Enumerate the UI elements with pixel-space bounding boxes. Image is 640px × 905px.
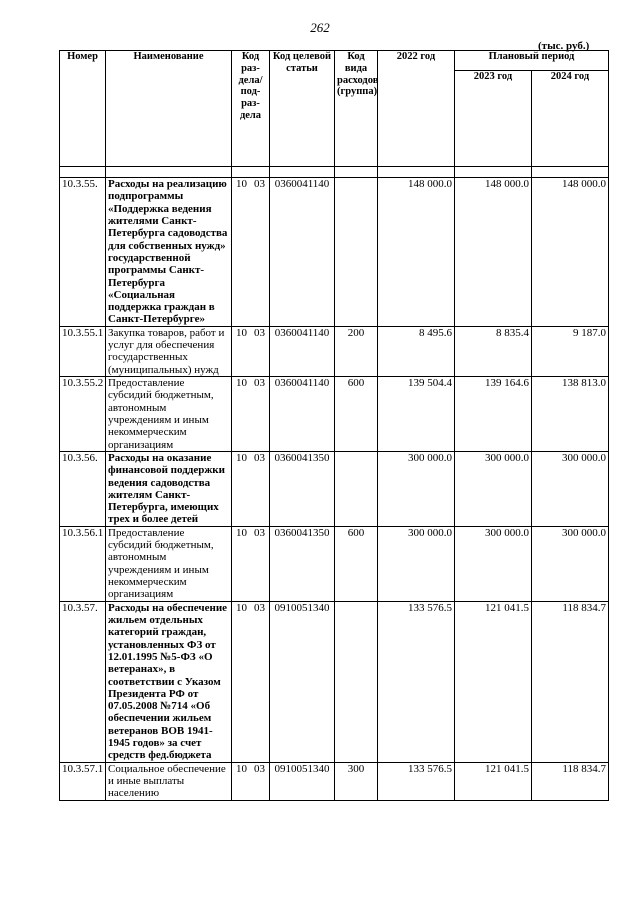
subsection-code: 03 [254, 601, 265, 614]
cell-target: 0360041140 [270, 377, 335, 452]
header-2024: 2024 год [532, 71, 609, 167]
cell-expense-type: 600 [335, 526, 378, 601]
cell-number: 10.3.56. [60, 451, 106, 526]
cell-2022: 300 000.0 [378, 451, 455, 526]
cell-number: 10.3.57.1 [60, 762, 106, 800]
header-spacer-row [60, 167, 609, 178]
cell-section [232, 178, 270, 327]
cell-expense-type [335, 601, 378, 762]
cell-name: Закупка товаров, работ и услуг для обеспечения государственных (муниципальных) нужд [106, 326, 232, 376]
cell-target: 0910051340 [270, 601, 335, 762]
subsection-code: 03 [254, 526, 265, 539]
cell-expense-type [335, 178, 378, 327]
cell-number: 10.3.56.1 [60, 526, 106, 601]
section-code: 10 [236, 762, 247, 775]
header-number: Номер [60, 51, 106, 167]
cell-2023: 139 164.6 [455, 377, 532, 452]
section-code: 10 [236, 526, 247, 539]
cell-2023: 300 000.0 [455, 526, 532, 601]
cell-2024: 148 000.0 [532, 178, 609, 327]
cell-2024: 138 813.0 [532, 377, 609, 452]
cell-expense-type [335, 451, 378, 526]
units-label: (тыс. руб.) [538, 40, 590, 52]
section-code: 10 [236, 326, 247, 339]
cell-2022: 8 495.6 [378, 326, 455, 376]
cell-expense-type: 600 [335, 377, 378, 452]
header-name: Наименование [106, 51, 232, 167]
cell-section [232, 526, 270, 601]
cell-name: Расходы на обеспечение жильем отдельных категорий граждан, установленных ФЗ от 12.01.1995 №5-ФЗ «О ветеранах», в соответствии с Указом Президента РФ от 07.05.2008 №714 «Об обеспечении жильем ветеранов ВОВ 1941-1945 годов» за счет средств фед.бюджета [106, 601, 232, 762]
cell-2023: 121 041.5 [455, 762, 532, 800]
table-row [60, 451, 609, 526]
cell-target: 0360041140 [270, 178, 335, 327]
cell-2022: 133 576.5 [378, 601, 455, 762]
cell-2022: 139 504.4 [378, 377, 455, 452]
header-target: Код целевой статьи [270, 51, 335, 167]
cell-number: 10.3.55.2 [60, 377, 106, 452]
header-2023: 2023 год [455, 71, 532, 167]
subsection-code: 03 [254, 377, 265, 389]
cell-expense-type: 300 [335, 762, 378, 800]
page-number: 262 [310, 20, 330, 35]
cell-2024: 118 834.7 [532, 601, 609, 762]
table-row [60, 601, 609, 762]
table-row [60, 377, 609, 452]
table-row [60, 178, 609, 327]
cell-2022: 300 000.0 [378, 526, 455, 601]
subsection-code: 03 [254, 762, 265, 775]
cell-target: 0360041140 [270, 326, 335, 376]
cell-2024: 300 000.0 [532, 451, 609, 526]
cell-target: 0360041350 [270, 451, 335, 526]
cell-name: Социальное обеспечение и иные выплаты населению [106, 762, 232, 800]
cell-expense-type: 200 [335, 326, 378, 376]
header-section: Код раз-дела/ под-раз-дела [232, 51, 270, 167]
cell-2023: 8 835.4 [455, 326, 532, 376]
subsection-code: 03 [254, 326, 265, 339]
subsection-code: 03 [254, 451, 265, 464]
cell-target: 0910051340 [270, 762, 335, 800]
section-code: 10 [236, 377, 247, 389]
section-code: 10 [236, 601, 247, 614]
table-body [60, 167, 609, 801]
table-row [60, 326, 609, 376]
cell-target: 0360041350 [270, 526, 335, 601]
budget-table [59, 50, 609, 801]
cell-2024: 118 834.7 [532, 762, 609, 800]
header-2022: 2022 год [378, 51, 455, 167]
cell-2023: 121 041.5 [455, 601, 532, 762]
section-code: 10 [236, 178, 247, 190]
table-header [60, 51, 609, 167]
table-row [60, 762, 609, 800]
subsection-code: 03 [254, 178, 265, 190]
cell-section [232, 326, 270, 376]
table-row [60, 526, 609, 601]
header-expense-type: Код вида расходов (группа) [335, 51, 378, 167]
cell-2022: 148 000.0 [378, 178, 455, 327]
cell-2024: 300 000.0 [532, 526, 609, 601]
cell-2023: 148 000.0 [455, 178, 532, 327]
cell-section [232, 377, 270, 452]
cell-section [232, 762, 270, 800]
cell-2024: 9 187.0 [532, 326, 609, 376]
header-planned-period: Плановый период [455, 51, 609, 71]
cell-name: Расходы на оказание финансовой поддержки ведения садоводства жителям Санкт-Петербурга, имеющих трех и более детей [106, 451, 232, 526]
cell-section [232, 601, 270, 762]
cell-number: 10.3.57. [60, 601, 106, 762]
cell-name: Предоставление субсидий бюджетным, автономным учреждениям и иным некоммерческим организациям [106, 377, 232, 452]
cell-2022: 133 576.5 [378, 762, 455, 800]
section-code: 10 [236, 451, 247, 464]
cell-name: Расходы на реализацию подпрограммы «Поддержка ведения жителями Санкт-Петербурга садоводства для собственных нужд» государственной программы Санкт-Петербурга «Социальная поддержка граждан в Санкт-Петербурге» [106, 178, 232, 327]
cell-number: 10.3.55.1 [60, 326, 106, 376]
cell-name: Предоставление субсидий бюджетным, автономным учреждениям и иным некоммерческим организациям [106, 526, 232, 601]
cell-number: 10.3.55. [60, 178, 106, 327]
cell-2023: 300 000.0 [455, 451, 532, 526]
cell-section [232, 451, 270, 526]
